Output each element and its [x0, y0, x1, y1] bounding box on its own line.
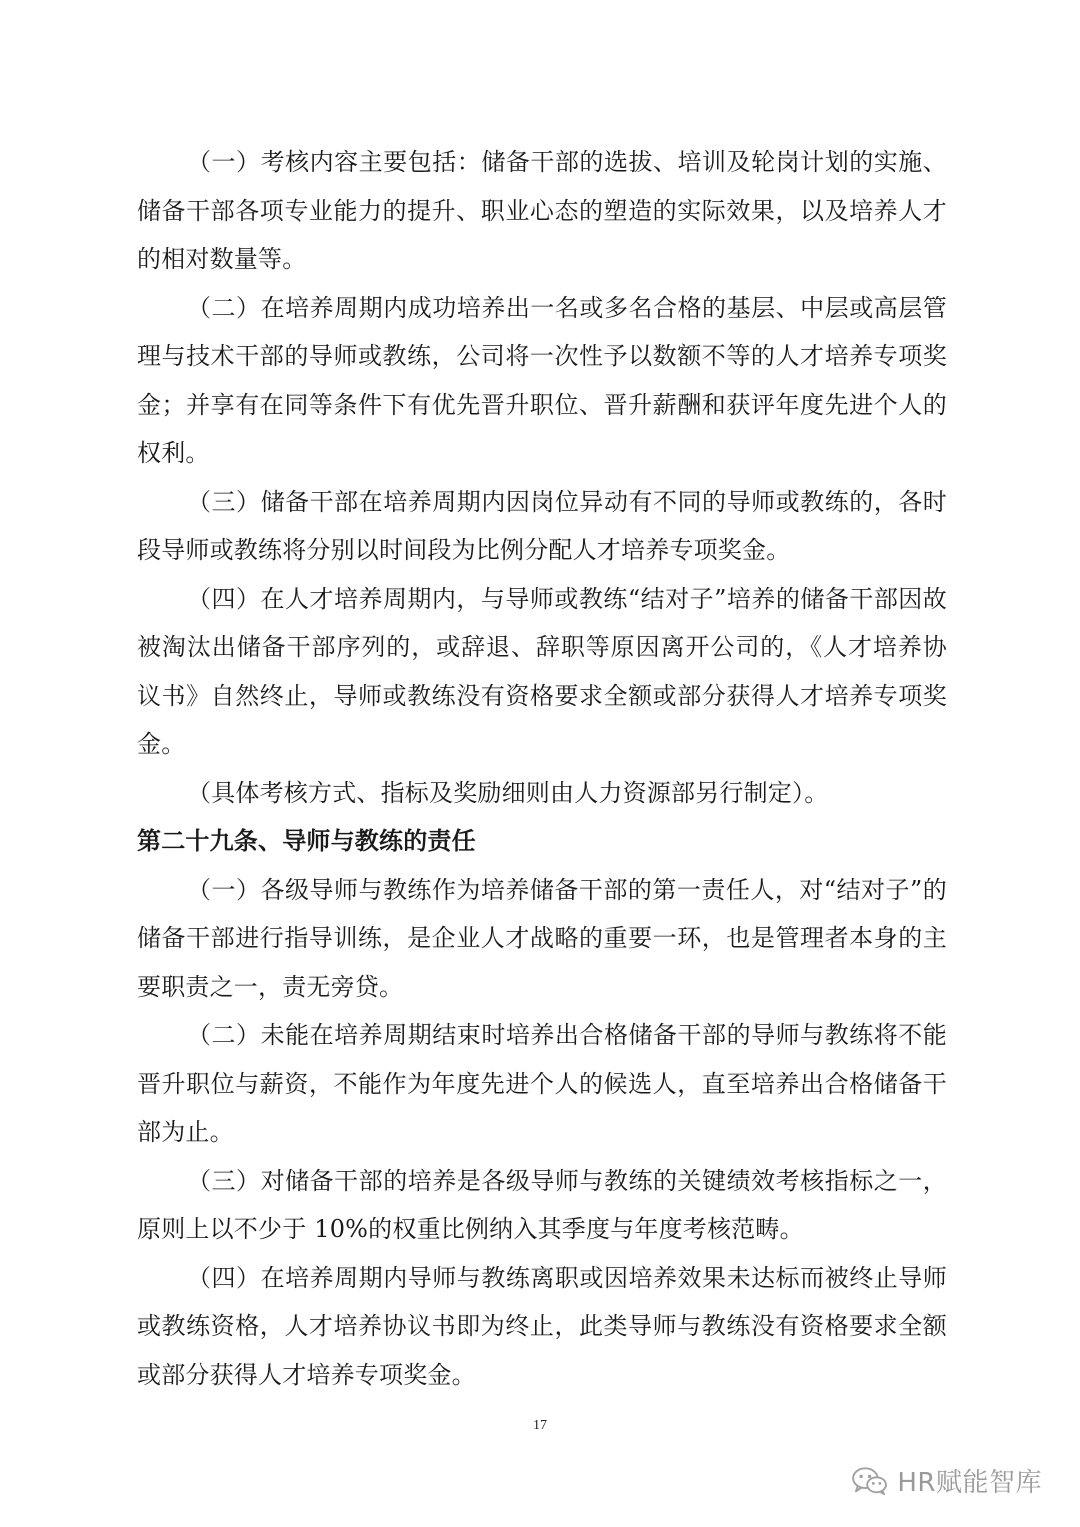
paragraph-2: （二）在培养周期内成功培养出一名或多名合格的基层、中层或高层管理与技术干部的导师或教练，公司将一次性予以数额不等的人才培养专项奖金；并享有在同等条件下有优先晋升职位、晋升薪酬和获评年度先进个人的权利。 — [137, 293, 947, 467]
paragraph-4: （四）在人才培养周期内，与导师或教练“结对子”培养的储备干部因故被淘汰出储备干部序列的，或辞退、辞职等原因离开公司的，《人才培养协议书》自然终止，导师或教练没有资格要求全额或部分获得人才培养专项奖金。 — [137, 584, 947, 758]
paragraph-7: （二）未能在培养周期结束时培养出合格储备干部的导师与教练将不能晋升职位与薪资，不能作为年度先进个人的候选人，直至培养出合格储备干部为止。 — [137, 1021, 947, 1146]
paragraph-1: （一）考核内容主要包括：储备干部的选拔、培训及轮岗计划的实施、储备干部各项专业能力的提升、职业心态的塑造的实际效果，以及培养人才的相对数量等。 — [137, 148, 947, 273]
document-body — [137, 138, 947, 1399]
paragraph-9: （四）在培养周期内导师与教练离职或因培养效果未达标而被终止导师或教练资格，人才培养协议书即为终止，此类导师与教练没有资格要求全额或部分获得人才培养专项奖金。 — [137, 1263, 947, 1389]
paragraph-6: （一）各级导师与教练作为培养储备干部的第一责任人，对“结对子”的储备干部进行指导训练，是企业人才战略的重要一环，也是管理者本身的主要职责之一，责无旁贷。 — [137, 875, 947, 1001]
paragraph-8: （三）对储备干部的培养是各级导师与教练的关键绩效考核指标之一，原则上以不少于 10%的权重比例纳入其季度与年度考核范畴。 — [137, 1166, 947, 1243]
page-number: 17 — [533, 1418, 547, 1433]
section-heading: 第二十九条、导师与教练的责任 — [137, 826, 476, 855]
paragraph-5: （具体考核方式、指标及奖励细则由人力资源部另行制定）。 — [187, 778, 829, 807]
paragraph-3: （三）储备干部在培养周期内因岗位异动有不同的导师或教练的，各时段导师或教练将分别以时间段为比例分配人才培养专项奖金。 — [137, 487, 947, 564]
watermark-text: HR赋能智库 — [897, 1468, 1042, 1498]
wechat-icon — [851, 1466, 889, 1496]
watermark — [851, 1462, 1042, 1499]
